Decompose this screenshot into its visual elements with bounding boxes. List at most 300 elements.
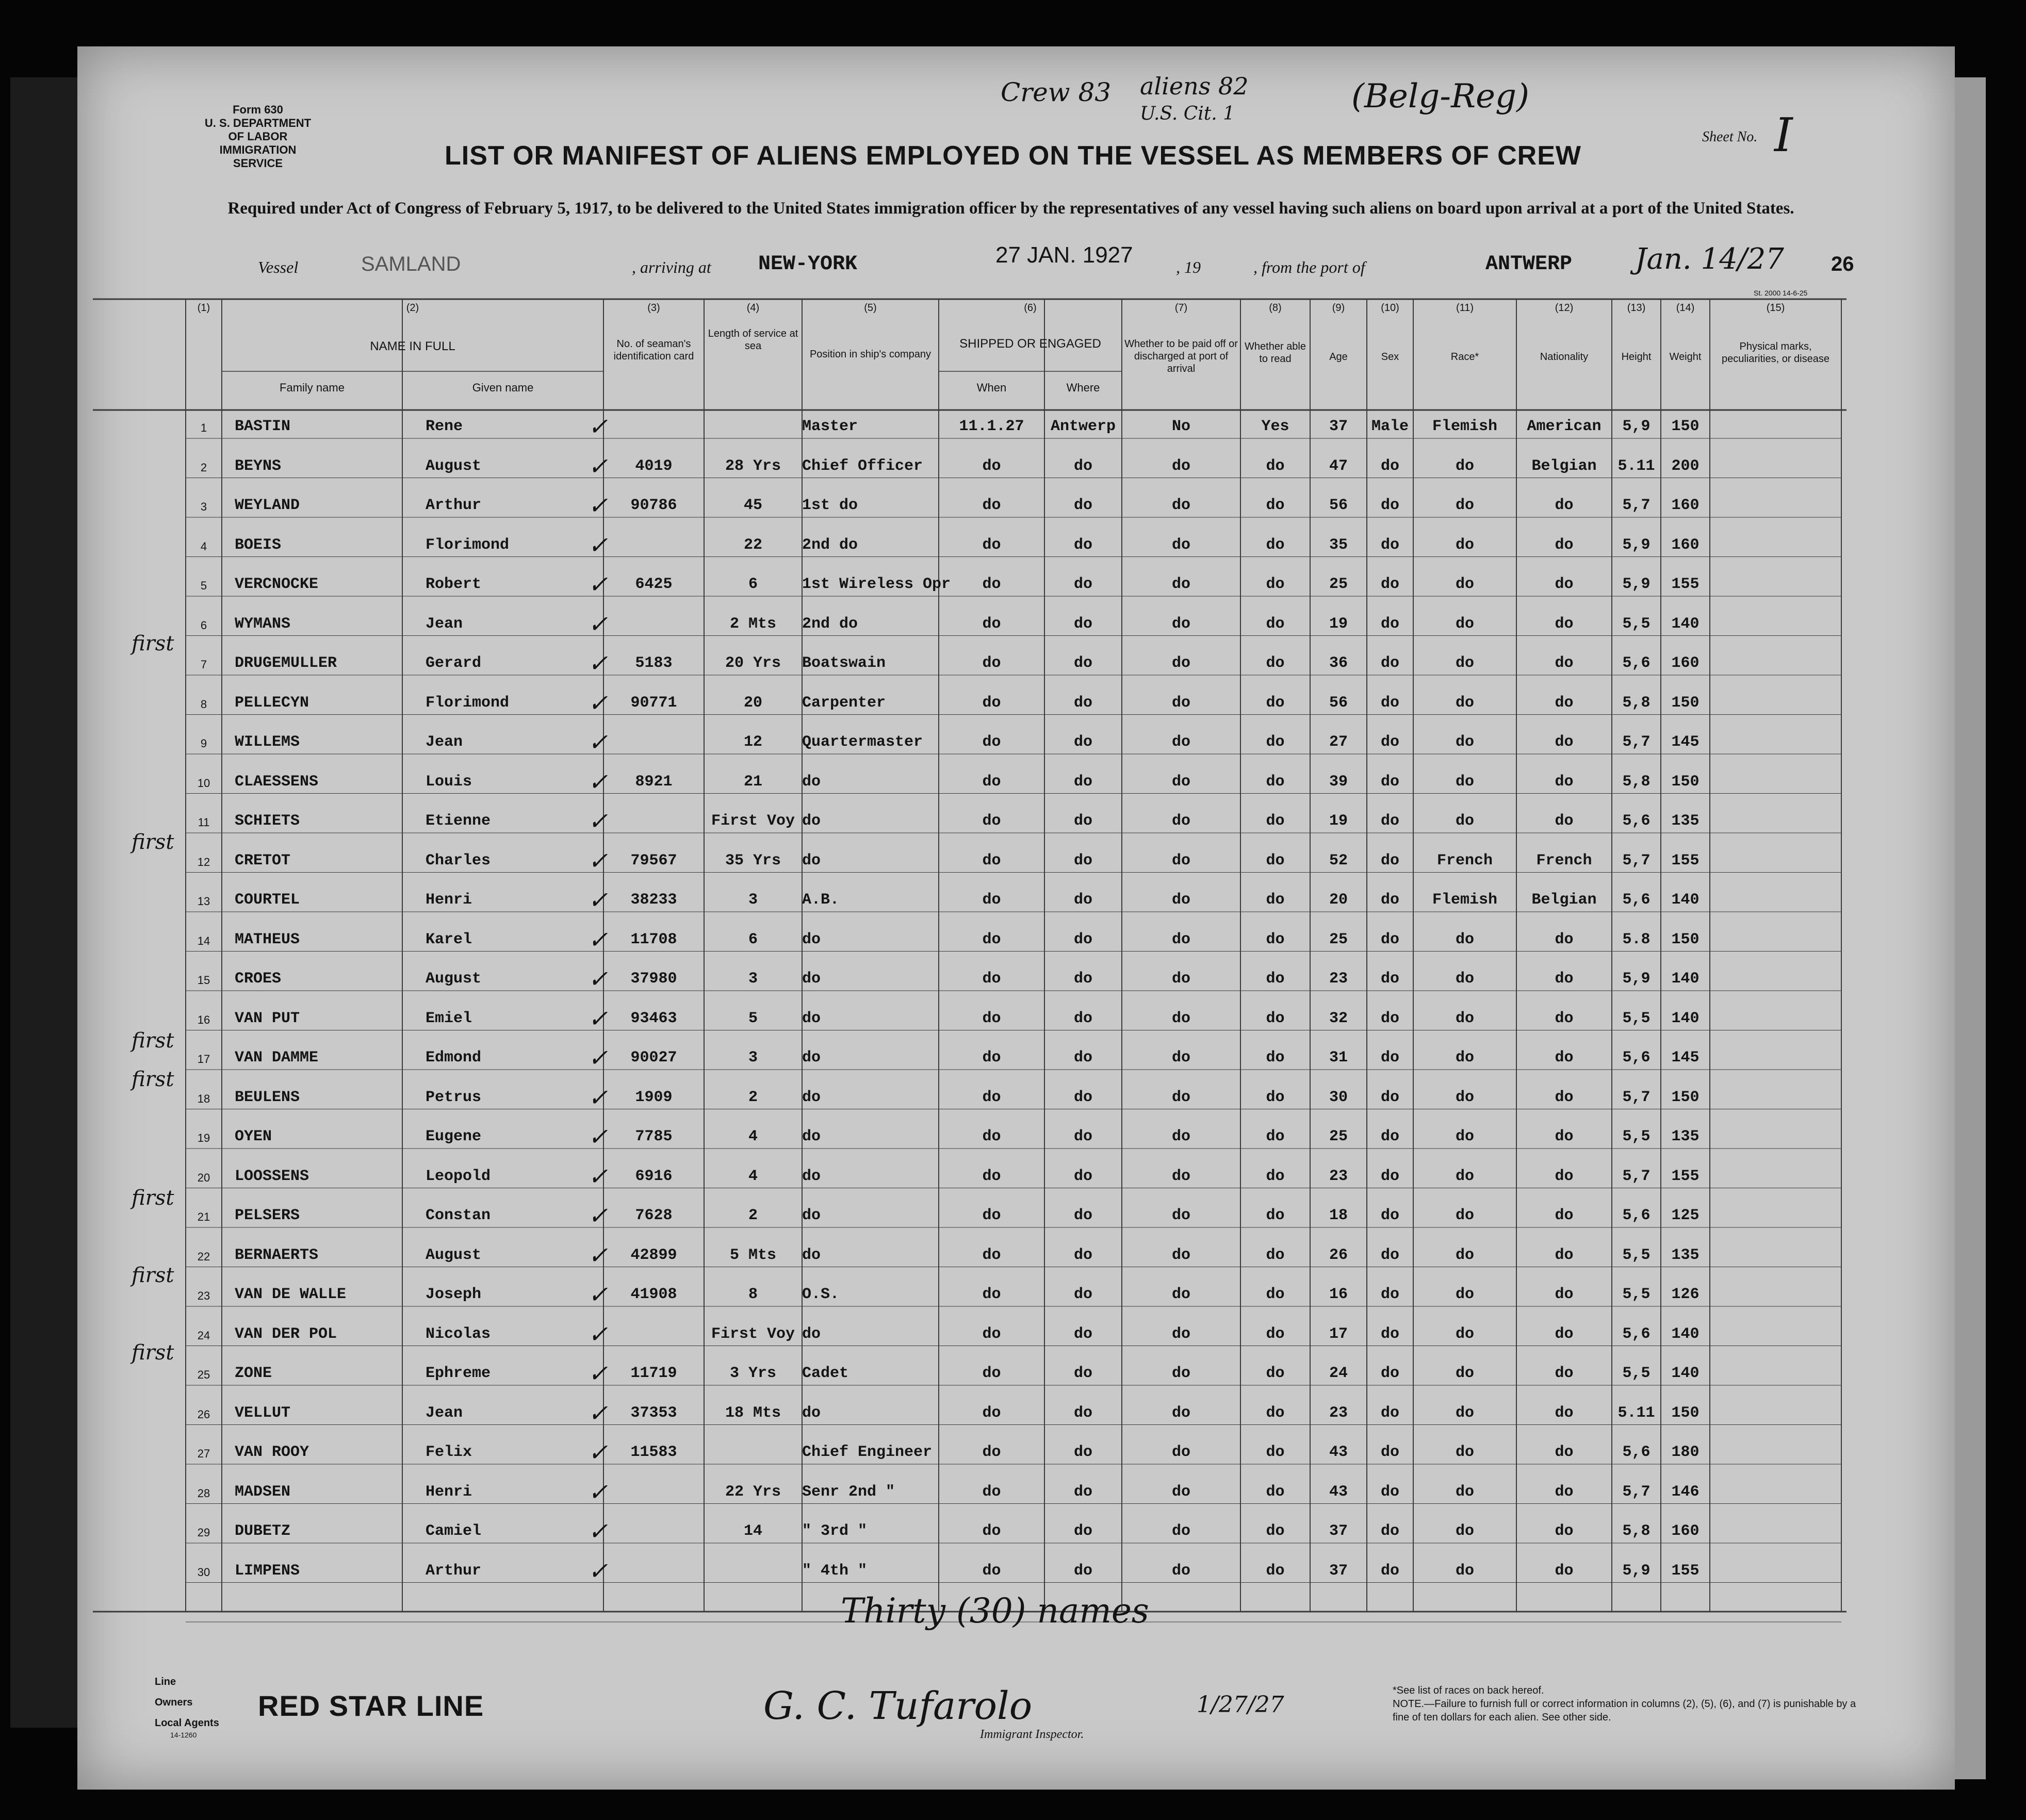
cell-service: 3 Yrs (729, 1365, 776, 1382)
cell-wt: 160 (1671, 654, 1700, 672)
inspector-signature: G. C. Tufarolo (763, 1684, 1033, 1728)
cell-nat: do (1555, 1325, 1574, 1343)
cell-sex: do (1380, 970, 1399, 988)
cell-card: 5183 (635, 654, 673, 672)
cell-race: do (1455, 970, 1474, 988)
line-label: Line (155, 1676, 176, 1687)
first-voyage-mark-20: first (132, 1186, 174, 1210)
cell-when: do (982, 1049, 1001, 1067)
column-number: (5) (864, 302, 877, 314)
cell-wt: 150 (1671, 773, 1700, 791)
cell-position: " 4th " (802, 1562, 868, 1580)
sex-header: Sex (1381, 351, 1399, 363)
check-mark-icon: ✓ (588, 452, 608, 480)
cell-service: 35 Yrs (725, 851, 781, 870)
cell-position: 1st Wireless Opr (802, 576, 951, 593)
cell-n: 1 (200, 421, 207, 434)
race-header: Race* (1450, 351, 1479, 363)
cell-family: VAN ROOY (235, 1444, 309, 1461)
cell-race: do (1455, 1246, 1474, 1264)
cell-sex: do (1380, 1049, 1399, 1067)
column-number: (8) (1269, 302, 1282, 314)
cell-ht: 5,8 (1622, 1522, 1651, 1540)
cell-age: 26 (1329, 1246, 1348, 1264)
cell-given: Robert (426, 576, 482, 593)
nationality-header: Nationality (1540, 351, 1589, 363)
cell-paid: do (1171, 1286, 1190, 1303)
signature-date: 1/27/27 (1197, 1692, 1284, 1718)
cell-paid: do (1171, 1128, 1190, 1145)
cell-nat: do (1555, 536, 1574, 554)
cell-race: do (1455, 457, 1474, 475)
cell-where: do (1073, 1444, 1092, 1461)
cell-sex: do (1380, 1088, 1399, 1106)
cell-family: VELLUT (235, 1404, 291, 1422)
check-mark-icon: ✓ (588, 925, 608, 954)
cell-given: Nicolas (426, 1325, 491, 1343)
column-number: (7) (1174, 302, 1188, 314)
us-citizen-note: U.S. Cit. 1 (1140, 103, 1235, 124)
check-mark-icon: ✓ (588, 1517, 608, 1545)
cell-age: 19 (1329, 812, 1348, 830)
cell-wt: 140 (1671, 970, 1700, 988)
cell-wt: 160 (1671, 497, 1700, 514)
seaman-id-header: No. of seaman's identification card (613, 338, 694, 362)
cell-age: 30 (1329, 1088, 1348, 1106)
cell-given: Leopold (426, 1167, 491, 1185)
cell-nat: do (1555, 773, 1574, 791)
cell-read: do (1266, 1167, 1285, 1185)
cell-sex: do (1380, 1167, 1399, 1185)
cell-position: do (802, 930, 821, 948)
cell-when: do (982, 576, 1001, 593)
cell-paid: do (1171, 1167, 1190, 1185)
cell-when: do (982, 851, 1001, 870)
cell-read: do (1266, 1562, 1285, 1580)
cell-service: 20 Yrs (725, 654, 781, 672)
footnotes (1393, 1684, 1857, 1724)
cell-age: 32 (1329, 1009, 1348, 1027)
cell-read: do (1266, 970, 1285, 988)
cell-paid: do (1171, 851, 1190, 870)
cell-where: do (1073, 694, 1092, 712)
manifest-title: LIST OR MANIFEST OF ALIENS EMPLOYED ON THE VESSEL AS MEMBERS OF CREW (445, 141, 1581, 171)
cell-given: Emiel (426, 1009, 472, 1027)
cell-sex: do (1380, 1562, 1399, 1580)
cell-sex: Male (1371, 418, 1409, 435)
cell-race: do (1455, 576, 1474, 593)
cell-race: do (1455, 1404, 1474, 1422)
weight-header: Weight (1669, 351, 1702, 363)
cell-ht: 5,8 (1622, 694, 1651, 712)
cell-nat: do (1555, 1049, 1574, 1067)
cell-given: Edmond (426, 1049, 482, 1067)
cell-position: do (802, 1009, 821, 1027)
cell-n: 21 (197, 1210, 210, 1223)
cell-age: 56 (1329, 497, 1348, 514)
cell-wt: 146 (1671, 1483, 1700, 1501)
cell-paid: do (1171, 1325, 1190, 1343)
cell-card: 42899 (630, 1246, 677, 1264)
column-number: (12) (1555, 302, 1574, 314)
cell-given: Felix (426, 1444, 472, 1461)
cell-service: 28 Yrs (725, 457, 781, 475)
cell-service: 2 (748, 1088, 758, 1106)
cell-where: do (1073, 1286, 1092, 1303)
cell-race: do (1455, 1483, 1474, 1501)
cell-read: do (1266, 1522, 1285, 1540)
belgian-registry-note: (Belg-Reg) (1351, 77, 1529, 116)
cell-n: 28 (197, 1486, 210, 1500)
cell-family: VAN DE WALLE (235, 1286, 347, 1303)
arriving-label: , arriving at (632, 258, 711, 276)
cell-where: do (1073, 1049, 1092, 1067)
cell-wt: 126 (1671, 1286, 1700, 1303)
column-number: (10) (1381, 302, 1399, 314)
cell-position: do (802, 1246, 821, 1264)
cell-paid: do (1171, 812, 1190, 830)
cell-service: 45 (743, 497, 762, 514)
cell-age: 43 (1329, 1483, 1348, 1501)
cell-service: 18 Mts (725, 1404, 781, 1422)
cell-where: do (1073, 812, 1092, 830)
cell-read: do (1266, 812, 1285, 830)
cell-service: 4 (748, 1167, 758, 1185)
cell-wt: 155 (1671, 1562, 1700, 1580)
cell-paid: do (1171, 1483, 1190, 1501)
cell-position: 2nd do (802, 536, 858, 554)
cell-sex: do (1380, 733, 1399, 751)
cell-paid: do (1171, 1009, 1190, 1027)
cell-wt: 150 (1671, 418, 1700, 435)
cell-card: 11583 (630, 1444, 677, 1461)
cell-n: 17 (197, 1053, 210, 1065)
cell-nat: do (1555, 1246, 1574, 1264)
cell-race: do (1455, 1049, 1474, 1067)
cell-where: do (1073, 1365, 1092, 1382)
cell-n: 19 (197, 1132, 210, 1144)
column-number: (2) (406, 302, 419, 314)
cell-family: BASTIN (235, 418, 291, 435)
check-mark-icon: ✓ (588, 886, 608, 914)
cell-paid: do (1171, 773, 1190, 791)
cell-given: Arthur (426, 497, 482, 514)
cell-nat: do (1555, 576, 1574, 593)
cell-read: do (1266, 1088, 1285, 1106)
cell-family: DRUGEMULLER (235, 654, 337, 672)
cell-family: WILLEMS (235, 733, 300, 751)
cell-when: do (982, 1483, 1001, 1501)
cell-sex: do (1380, 1009, 1399, 1027)
cell-family: MATHEUS (235, 930, 300, 948)
cell-service: 8 (748, 1286, 758, 1303)
cell-card: 11708 (630, 930, 677, 948)
cell-sex: do (1380, 1522, 1399, 1540)
cell-age: 52 (1329, 851, 1348, 870)
cell-n: 4 (200, 539, 207, 553)
cell-service: 2 Mts (729, 615, 776, 633)
cell-when: do (982, 1325, 1001, 1343)
cell-race: do (1455, 1128, 1474, 1145)
cell-family: BOEIS (235, 536, 282, 554)
first-voyage-mark-22: first (132, 1264, 174, 1287)
cell-wt: 145 (1671, 1049, 1700, 1067)
cell-read: do (1266, 536, 1285, 554)
cell-read: do (1266, 930, 1285, 948)
cell-age: 43 (1329, 1444, 1348, 1461)
cell-ht: 5,9 (1622, 536, 1651, 554)
cell-when: do (982, 694, 1001, 712)
cell-service: 2 (748, 1207, 758, 1224)
cell-nat: French (1536, 851, 1592, 870)
cell-ht: 5,5 (1622, 1128, 1651, 1145)
cell-card: 93463 (630, 1009, 677, 1027)
cell-position: do (802, 773, 821, 791)
cell-position: Carpenter (802, 694, 886, 712)
check-mark-icon: ✓ (588, 531, 608, 559)
cell-when: do (982, 733, 1001, 751)
cell-service: First Voy (711, 1325, 795, 1343)
cell-race: do (1455, 733, 1474, 751)
column-number: (6) (1024, 302, 1037, 314)
cell-n: 3 (200, 500, 207, 513)
cell-age: 37 (1329, 1522, 1348, 1540)
department-name: U. S. DEPARTMENT OF LABOR (204, 117, 312, 143)
cell-race: do (1455, 694, 1474, 712)
arrival-port: NEW-YORK (758, 253, 858, 276)
cell-where: do (1073, 1088, 1092, 1106)
cell-ht: 5,6 (1622, 1207, 1651, 1224)
service-length-header: Length of service at sea (708, 328, 798, 352)
cell-sex: do (1380, 1286, 1399, 1303)
cell-sex: do (1380, 615, 1399, 633)
cell-where: do (1073, 851, 1092, 870)
cell-n: 10 (197, 776, 210, 790)
cell-given: Etienne (426, 812, 491, 830)
cell-sex: do (1380, 1365, 1399, 1382)
check-mark-icon: ✓ (588, 413, 608, 440)
where-header: Where (1066, 381, 1100, 394)
cell-race: do (1455, 1325, 1474, 1343)
cell-where: do (1073, 1404, 1092, 1422)
cell-position: 1st do (802, 497, 858, 514)
cell-sex: do (1380, 497, 1399, 514)
cell-given: Henri (426, 891, 472, 909)
cell-paid: do (1171, 1207, 1190, 1224)
cell-service: 12 (743, 733, 762, 751)
paid-off-header: Whether to be paid off or discharged at port of arrival (1124, 338, 1238, 374)
cell-sex: do (1380, 891, 1399, 909)
cell-ht: 5,9 (1622, 576, 1651, 593)
cell-family: VERCNOCKE (235, 576, 319, 593)
check-mark-icon: ✓ (588, 807, 608, 835)
cell-age: 23 (1329, 1404, 1348, 1422)
from-port-label: , from the port of (1253, 258, 1365, 276)
cell-position: do (802, 851, 821, 870)
cell-wt: 135 (1671, 812, 1700, 830)
cell-where: do (1073, 1167, 1092, 1185)
cell-ht: 5,7 (1622, 733, 1651, 751)
cell-where: do (1073, 891, 1092, 909)
when-header: When (976, 381, 1007, 394)
cell-age: 37 (1329, 418, 1348, 435)
cell-read: do (1266, 457, 1285, 475)
cell-when: do (982, 1128, 1001, 1145)
cell-age: 16 (1329, 1286, 1348, 1303)
cell-race: do (1455, 1009, 1474, 1027)
cell-service: 3 (748, 1049, 758, 1067)
cell-ht: 5,9 (1622, 418, 1651, 435)
name-in-full-header: NAME IN FULL (370, 339, 455, 353)
owners-label: Owners (155, 1697, 193, 1708)
cell-when: do (982, 1167, 1001, 1185)
cell-ht: 5,7 (1622, 851, 1651, 870)
departure-date: Jan. 14/27 (1635, 242, 1784, 276)
cell-given: Gerard (426, 654, 482, 672)
cell-read: Yes (1261, 418, 1289, 435)
cell-position: Senr 2nd " (802, 1483, 895, 1501)
cell-service: 20 (743, 694, 762, 712)
cell-card: 79567 (630, 851, 677, 870)
cell-paid: do (1171, 497, 1190, 514)
cell-race: do (1455, 930, 1474, 948)
cell-when: do (982, 1365, 1001, 1382)
cell-ht: 5.8 (1622, 930, 1651, 948)
cell-position: Master (802, 418, 858, 435)
cell-wt: 150 (1671, 1088, 1700, 1106)
cell-when: do (982, 891, 1001, 909)
cell-family: WEYLAND (235, 497, 300, 514)
cell-paid: do (1171, 457, 1190, 475)
cell-read: do (1266, 1325, 1285, 1343)
cell-read: do (1266, 576, 1285, 593)
cell-family: VAN DAMME (235, 1049, 319, 1067)
cell-n: 29 (197, 1526, 210, 1539)
cell-sex: do (1380, 654, 1399, 672)
cell-ht: 5.11 (1617, 457, 1655, 475)
cell-n: 14 (197, 934, 210, 947)
cell-wt: 140 (1671, 1325, 1700, 1343)
cell-given: Camiel (426, 1522, 482, 1540)
cell-nat: do (1555, 1207, 1574, 1224)
cell-race: do (1455, 1522, 1474, 1540)
column-number: (1) (197, 302, 210, 314)
cell-ht: 5,5 (1622, 615, 1651, 633)
cell-where: do (1073, 536, 1092, 554)
cell-read: do (1266, 1483, 1285, 1501)
cell-nat: do (1555, 1286, 1574, 1303)
cell-sex: do (1380, 930, 1399, 948)
check-mark-icon: ✓ (588, 1556, 608, 1585)
cell-sex: do (1380, 1444, 1399, 1461)
cell-service: 22 Yrs (725, 1483, 781, 1501)
cell-where: do (1073, 733, 1092, 751)
cell-when: do (982, 536, 1001, 554)
cell-read: do (1266, 733, 1285, 751)
cell-given: Louis (426, 773, 472, 791)
cell-nat: do (1555, 1365, 1574, 1382)
cell-ht: 5,6 (1622, 891, 1651, 909)
column-number: (11) (1456, 302, 1474, 314)
cell-ht: 5,6 (1622, 1444, 1651, 1461)
cell-age: 35 (1329, 536, 1348, 554)
cell-when: do (982, 930, 1001, 948)
cell-position: A.B. (802, 891, 840, 909)
check-mark-icon: ✓ (588, 688, 608, 717)
cell-when: do (982, 1286, 1001, 1303)
cell-race: Flemish (1432, 418, 1498, 435)
cell-where: do (1073, 970, 1092, 988)
check-mark-icon: ✓ (588, 1004, 608, 1032)
cell-read: do (1266, 1128, 1285, 1145)
cell-n: 13 (197, 895, 210, 908)
check-mark-icon: ✓ (588, 767, 608, 796)
cell-age: 56 (1329, 694, 1348, 712)
cell-nat: do (1555, 1128, 1574, 1145)
cell-age: 39 (1329, 773, 1348, 791)
cell-card: 90771 (630, 694, 677, 712)
agents-code: 14-1260 (170, 1731, 197, 1739)
check-mark-icon: ✓ (588, 1281, 608, 1308)
cell-n: 25 (197, 1368, 210, 1381)
cell-n: 15 (197, 974, 210, 987)
cell-given: Ephreme (426, 1365, 491, 1382)
cell-service: 3 (748, 970, 758, 988)
cell-given: Joseph (426, 1286, 482, 1303)
cell-given: Charles (426, 851, 491, 870)
cell-family: CROES (235, 970, 282, 988)
cell-race: do (1455, 1207, 1474, 1224)
cell-paid: do (1171, 536, 1190, 554)
cell-n: 11 (198, 816, 210, 829)
cell-read: do (1266, 891, 1285, 909)
cell-wt: 135 (1671, 1246, 1700, 1264)
check-mark-icon: ✓ (588, 1399, 608, 1427)
cell-nat: do (1555, 497, 1574, 514)
cell-when: do (982, 615, 1001, 633)
local-agents-label: Local Agents (155, 1717, 219, 1729)
cell-position: do (802, 812, 821, 830)
column-number: (15) (1766, 302, 1785, 314)
cell-where: do (1073, 1562, 1092, 1580)
cell-given: Florimond (426, 694, 510, 712)
cell-wt: 145 (1671, 733, 1700, 751)
cell-age: 23 (1329, 970, 1348, 988)
cell-family: SCHIETS (235, 812, 300, 830)
cell-when: do (982, 497, 1001, 514)
cell-given: Henri (426, 1483, 472, 1501)
cell-position: do (802, 1088, 821, 1106)
cell-paid: do (1171, 1522, 1190, 1540)
cell-paid: do (1171, 694, 1190, 712)
cell-n: 24 (197, 1329, 210, 1342)
check-mark-icon: ✓ (588, 610, 608, 638)
cell-when: do (982, 1562, 1001, 1580)
cell-service: 5 (748, 1009, 758, 1027)
cell-wt: 140 (1671, 1365, 1700, 1382)
cell-race: do (1455, 536, 1474, 554)
cell-given: Jean (426, 1404, 463, 1422)
cell-sex: do (1380, 1207, 1399, 1224)
cell-ht: 5,5 (1622, 1365, 1651, 1382)
cell-position: O.S. (802, 1286, 840, 1303)
cell-given: Constan (426, 1207, 491, 1224)
cell-nat: do (1555, 1009, 1574, 1027)
cell-where: do (1073, 1246, 1092, 1264)
cell-age: 36 (1329, 654, 1348, 672)
cell-where: do (1073, 457, 1092, 475)
cell-age: 20 (1329, 891, 1348, 909)
